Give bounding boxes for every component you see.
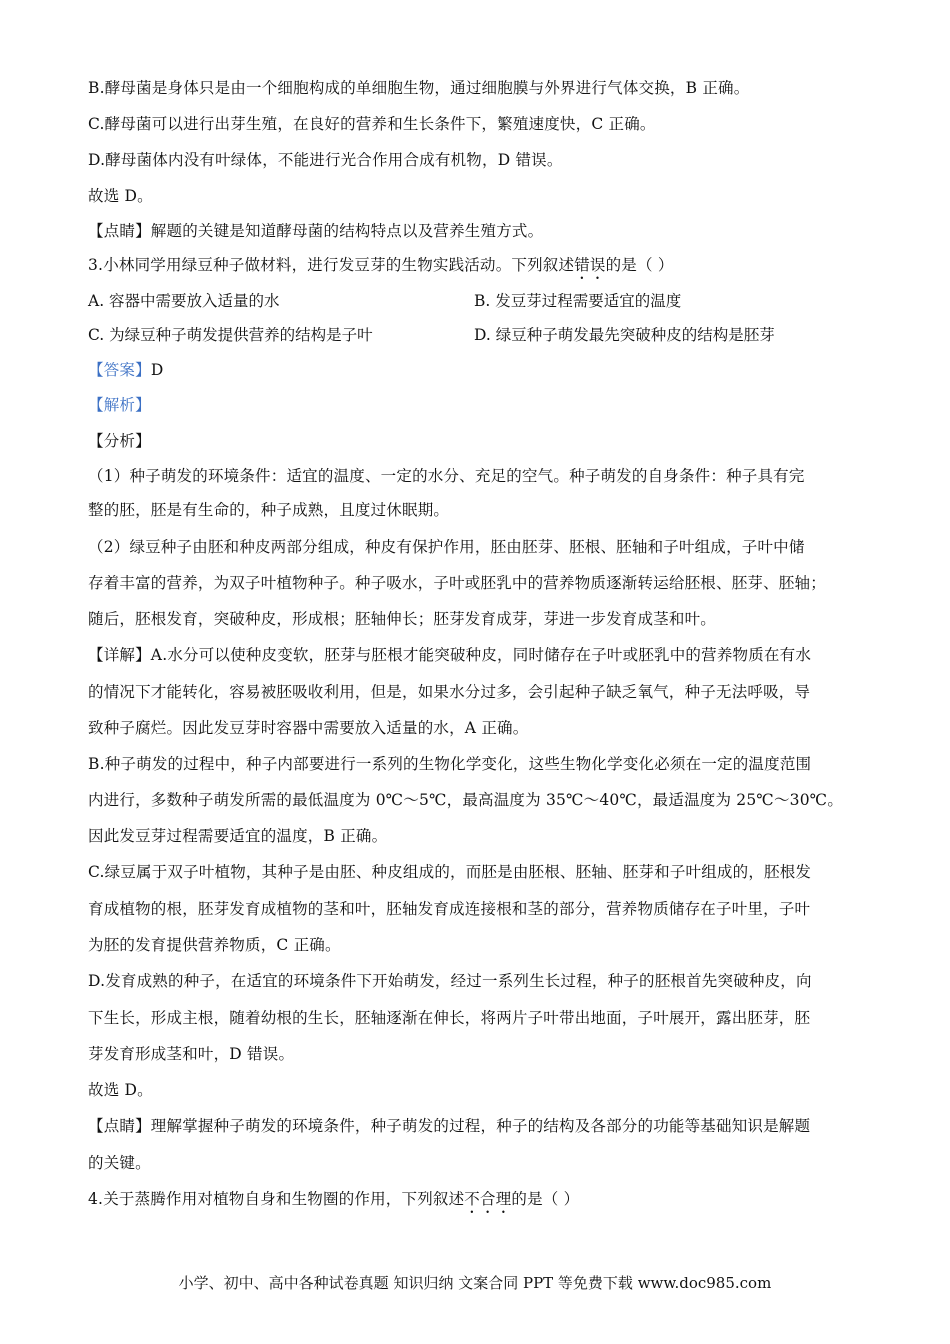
text-line: 芽发育形成茎和叶，D 错误。 [88,1045,295,1063]
text-line: （2）绿豆种子由胚和种皮两部分组成，种皮有保护作用，胚由胚芽、胚根、胚轴和子叶组成，子叶中储 [88,538,805,556]
option-d: D. 绿豆种子萌发最先突破种皮的结构是胚芽 [474,326,775,344]
question-3-stem-text: 3.小林同学用绿豆种子做材料，进行发豆芽的生物实践活动。下列叙述 [88,256,575,274]
text-line: 为胚的发育提供营养物质，C 正确。 [88,936,341,954]
text-line: 【点睛】理解掌握种子萌发的环境条件，种子萌发的过程，种子的结构及各部分的功能等基础知识是解题 [88,1117,811,1135]
question-4-stem [88,1187,868,1217]
text-line: B.种子萌发的过程中，种子内部要进行一系列的生物化学变化，这些生物化学变化必须在一定的温度范围 [88,755,812,773]
text-line: 的情况下才能转化，容易被胚吸收利用，但是，如果水分过多，会引起种子缺乏氧气，种子无法呼吸，导 [88,683,811,701]
text-line: 存着丰富的营养，为双子叶植物种子。种子吸水，子叶或胚乳中的营养物质逐渐转运给胚根、胚芽、胚轴； [88,574,826,592]
answer-tag: 【答案】 [88,361,151,379]
question-3-emphasis: 错误 [574,256,606,274]
text-line: B.酵母菌是身体只是由一个细胞构成的单细胞生物，通过细胞膜与外界进行气体交换，B 正确。 [88,79,750,97]
text-line: 育成植物的根，胚芽发育成植物的茎和叶，胚轴发育成连接根和茎的部分，营养物质储存在子叶里，子叶 [88,900,811,918]
question-4-stem-text: 4.关于蒸腾作用对植物自身和生物圈的作用，下列叙述 [88,1190,465,1208]
option-a: A. 容器中需要放入适量的水 [88,292,280,310]
text-line: （1）种子萌发的环境条件：适宜的温度、一定的水分、充足的空气。种子萌发的自身条件：种子具有完 [88,467,805,485]
text-line: D.发育成熟的种子，在适宜的环境条件下开始萌发，经过一系列生长过程，种子的胚根首先突破种皮，向 [88,972,812,990]
text-line: 致种子腐烂。因此发豆芽时容器中需要放入适量的水，A 正确。 [88,719,529,737]
analysis-tag: 【解析】 [88,396,151,414]
question-3-stem [88,253,868,283]
text-line: 的关键。 [88,1154,151,1172]
question-4-emphasis: 不合理 [464,1190,512,1208]
option-c: C. 为绿豆种子萌发提供营养的结构是子叶 [88,326,373,344]
text-line: 随后，胚根发育，突破种皮，形成根；胚轴伸长；胚芽发育成芽，芽进一步发育成茎和叶。 [88,610,717,628]
text-line: 内进行，多数种子萌发所需的最低温度为 0℃～5℃，最高温度为 35℃～40℃，最适温度为 25℃～30℃。 [88,791,844,809]
answer-line [88,358,868,380]
question-3-stem-end: 的是（ ） [605,256,674,274]
text-line: C.酵母菌可以进行出芽生殖，在良好的营养和生长条件下，繁殖速度快，C 正确。 [88,115,656,133]
text-line: 故选 D。 [88,187,153,205]
question-4-stem-end: 的是（ ） [511,1190,580,1208]
text-line: 【详解】A.水分可以使种皮变软，胚芽与胚根才能突破种皮，同时储存在子叶或胚乳中的营养物质在有水 [88,646,812,664]
fenxi-tag: 【分析】 [88,432,151,450]
page-footer: 小学、初中、高中各种试卷真题 知识归纳 文案合同 PPT 等免费下载 www.doc985.com [178,1274,772,1292]
text-line: 整的胚，胚是有生命的，种子成熟，且度过休眠期。 [88,501,450,519]
text-line: C.绿豆属于双子叶植物，其种子是由胚、种皮组成的，而胚是由胚根、胚轴、胚芽和子叶组成的，胚根发 [88,863,812,881]
text-line: 【点睛】解题的关键是知道酵母菌的结构特点以及营养生殖方式。 [88,222,544,240]
option-b: B. 发豆芽过程需要适宜的温度 [474,292,682,310]
text-line: D.酵母菌体内没有叶绿体，不能进行光合作用合成有机物，D 错误。 [88,151,563,169]
answer-value: D [150,361,164,379]
text-line: 故选 D。 [88,1081,153,1099]
text-line: 下生长，形成主根，随着幼根的生长，胚轴逐渐在伸长，将两片子叶带出地面，子叶展开，露出胚芽，胚 [88,1009,811,1027]
text-line: 因此发豆芽过程需要适宜的温度，B 正确。 [88,827,388,845]
